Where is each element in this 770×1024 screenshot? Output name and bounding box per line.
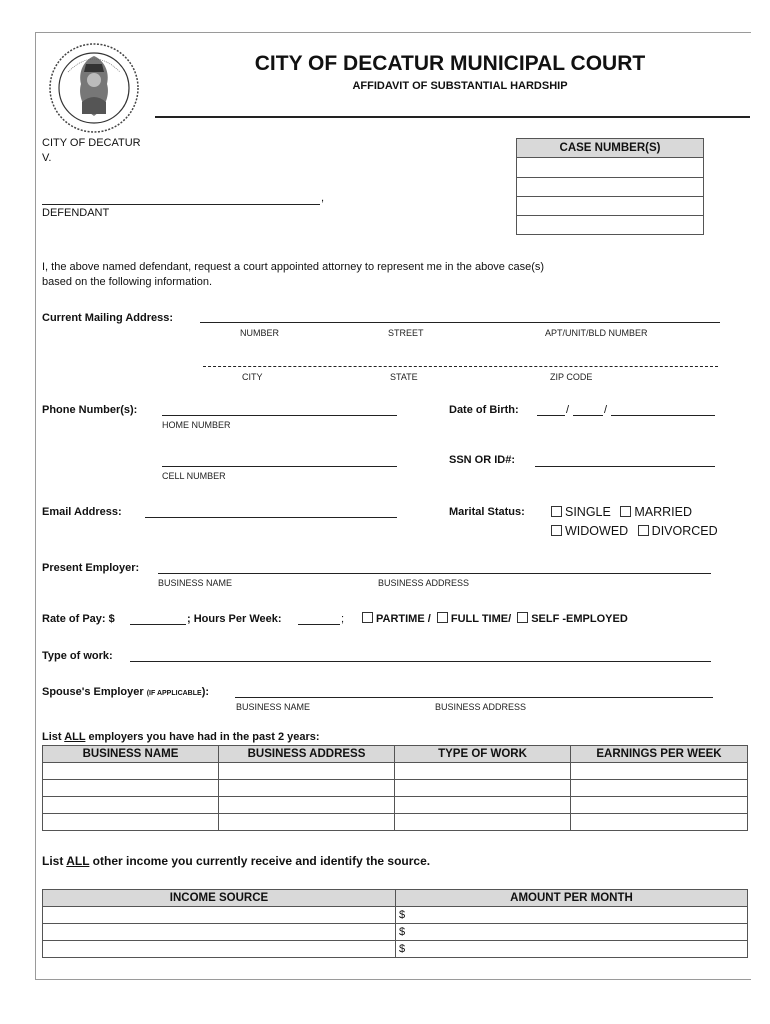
form-title: CITY OF DECATUR MUNICIPAL COURT: [254, 52, 646, 75]
dob-day-line[interactable]: [573, 415, 603, 416]
income-list-intro: [42, 854, 430, 868]
table-cell[interactable]: [219, 797, 395, 814]
intro-all-emphasis: ALL: [66, 854, 90, 868]
single-checkbox[interactable]: [551, 506, 562, 517]
income-amount-cell[interactable]: $: [396, 924, 748, 941]
home-phone-line[interactable]: [162, 415, 397, 416]
column-header-type-of-work: TYPE OF WORK: [395, 746, 571, 763]
widowed-checkbox[interactable]: [551, 525, 562, 536]
caption-cell-number: CELL NUMBER: [162, 471, 226, 481]
caption-street: STREET: [388, 328, 424, 338]
income-table: [42, 889, 748, 958]
versus-label: V.: [42, 152, 52, 164]
widowed-label: WIDOWED: [565, 524, 629, 538]
caption-business-name: BUSINESS NAME: [158, 578, 233, 588]
table-cell[interactable]: [43, 814, 219, 831]
divorced-label: DIVORCED: [651, 524, 718, 538]
intro-text: other income you currently receive and identify the source.: [89, 854, 431, 868]
column-header-amount: AMOUNT PER MONTH: [396, 890, 748, 907]
table-cell[interactable]: [219, 814, 395, 831]
hours-per-week-line[interactable]: [298, 624, 340, 625]
ssn-line[interactable]: [535, 466, 715, 467]
intro-text: List: [42, 731, 65, 743]
intro-text: employers you have had in the past 2 years:: [85, 731, 320, 743]
caption-spouse-business-address: BUSINESS ADDRESS: [435, 702, 527, 712]
income-amount-cell[interactable]: $: [396, 907, 748, 924]
case-number-cell[interactable]: [517, 178, 704, 197]
defendant-comma: ,: [321, 192, 325, 204]
table-row: [43, 924, 748, 941]
type-of-work-line[interactable]: [130, 661, 711, 662]
cell-phone-line[interactable]: [162, 466, 397, 467]
marital-status-label: Marital Status:: [449, 506, 525, 518]
table-row: [43, 907, 748, 924]
divorced-checkbox[interactable]: [638, 525, 649, 536]
header-rule: [155, 116, 750, 118]
employers-table: [42, 745, 748, 831]
caption-home-number: HOME NUMBER: [162, 420, 231, 430]
intro-all-emphasis: ALL: [64, 731, 86, 743]
present-employer-label: Present Employer:: [42, 562, 140, 574]
table-cell[interactable]: [43, 780, 219, 797]
income-amount-cell[interactable]: $: [396, 941, 748, 958]
self-employed-checkbox[interactable]: [517, 612, 528, 623]
part-time-label: PARTIME /: [376, 613, 431, 625]
table-cell[interactable]: [395, 763, 571, 780]
table-cell[interactable]: [571, 814, 748, 831]
table-cell[interactable]: [395, 780, 571, 797]
column-header-income-source: INCOME SOURCE: [43, 890, 396, 907]
table-cell[interactable]: [571, 797, 748, 814]
income-source-cell[interactable]: [43, 907, 396, 924]
rate-of-pay-line[interactable]: [130, 624, 186, 625]
dob-separator: /: [566, 404, 570, 416]
caption-spouse-business-name: BUSINESS NAME: [236, 702, 311, 712]
case-number-cell[interactable]: [517, 216, 704, 235]
employers-list-intro: [42, 731, 320, 743]
case-number-table: [516, 138, 704, 235]
table-cell[interactable]: [219, 780, 395, 797]
table-row: [43, 797, 748, 814]
dob-separator: /: [604, 404, 608, 416]
column-header-business-name: BUSINESS NAME: [43, 746, 219, 763]
table-row: [43, 763, 748, 780]
type-of-work-label: Type of work:: [42, 650, 113, 662]
mailing-address-line[interactable]: [200, 322, 720, 323]
dob-year-line[interactable]: [611, 415, 715, 416]
caption-apt: APT/UNIT/BLD NUMBER: [545, 328, 648, 338]
defendant-label: DEFENDANT: [42, 207, 110, 219]
spouse-employer-line[interactable]: [235, 697, 713, 698]
email-label: Email Address:: [42, 506, 122, 518]
part-time-checkbox[interactable]: [362, 612, 373, 623]
intro-text: List: [42, 854, 67, 868]
table-cell[interactable]: [395, 797, 571, 814]
marital-row-1: [551, 505, 692, 519]
dob-month-line[interactable]: [537, 415, 565, 416]
full-time-checkbox[interactable]: [437, 612, 448, 623]
caption-zip: ZIP CODE: [550, 372, 593, 382]
mailing-address-label: Current Mailing Address:: [42, 312, 173, 324]
self-employed-label: SELF -EMPLOYED: [531, 613, 628, 625]
table-cell[interactable]: [571, 780, 748, 797]
table-cell[interactable]: [219, 763, 395, 780]
defendant-name-line[interactable]: [42, 204, 320, 205]
email-line[interactable]: [145, 517, 397, 518]
ssn-label: SSN OR ID#:: [449, 454, 516, 466]
income-source-cell[interactable]: [43, 924, 396, 941]
spouse-if-applicable: (IF APPLICABLE: [146, 690, 202, 697]
spouse-employer-label: [42, 686, 209, 698]
form-subtitle: AFFIDAVIT OF SUBSTANTIAL HARDSHIP: [352, 80, 568, 92]
city-state-zip-line[interactable]: [203, 366, 718, 367]
request-statement-line1: I, the above named defendant, request a court appointed attorney to represent me in the above case(s): [42, 261, 545, 273]
marital-row-2: [551, 524, 718, 538]
rate-of-pay-label: Rate of Pay: $: [42, 613, 115, 625]
table-cell[interactable]: [571, 763, 748, 780]
married-label: MARRIED: [634, 505, 692, 519]
single-label: SINGLE: [565, 505, 611, 519]
dob-label: Date of Birth:: [449, 404, 519, 416]
table-row: [43, 814, 748, 831]
phone-label: Phone Number(s):: [42, 404, 138, 416]
table-cell[interactable]: [43, 763, 219, 780]
spouse-employer-text: Spouse's Employer: [42, 686, 144, 698]
full-time-label: FULL TIME/: [450, 613, 512, 625]
caption-city: CITY: [242, 372, 263, 382]
income-source-cell[interactable]: [43, 941, 396, 958]
employment-type-options: [362, 612, 628, 625]
column-header-earnings: EARNINGS PER WEEK: [571, 746, 748, 763]
request-statement-line2: based on the following information.: [42, 276, 212, 288]
table-row: [43, 941, 748, 958]
case-number-header: CASE NUMBER(S): [517, 139, 704, 158]
case-number-cell[interactable]: [517, 197, 704, 216]
caption-business-address: BUSINESS ADDRESS: [378, 578, 470, 588]
caption-state: STATE: [390, 372, 418, 382]
pay-semicolon: ;: [341, 613, 345, 625]
case-number-cell[interactable]: [517, 158, 704, 178]
table-cell[interactable]: [43, 797, 219, 814]
spouse-suffix: ):: [201, 686, 210, 698]
plaintiff-name: CITY OF DECATUR: [42, 137, 141, 149]
table-cell[interactable]: [395, 814, 571, 831]
hours-per-week-label: ; Hours Per Week:: [187, 613, 282, 625]
married-checkbox[interactable]: [620, 506, 631, 517]
column-header-business-address: BUSINESS ADDRESS: [219, 746, 395, 763]
caption-number: NUMBER: [240, 328, 280, 338]
table-row: [43, 780, 748, 797]
present-employer-line[interactable]: [158, 573, 711, 574]
